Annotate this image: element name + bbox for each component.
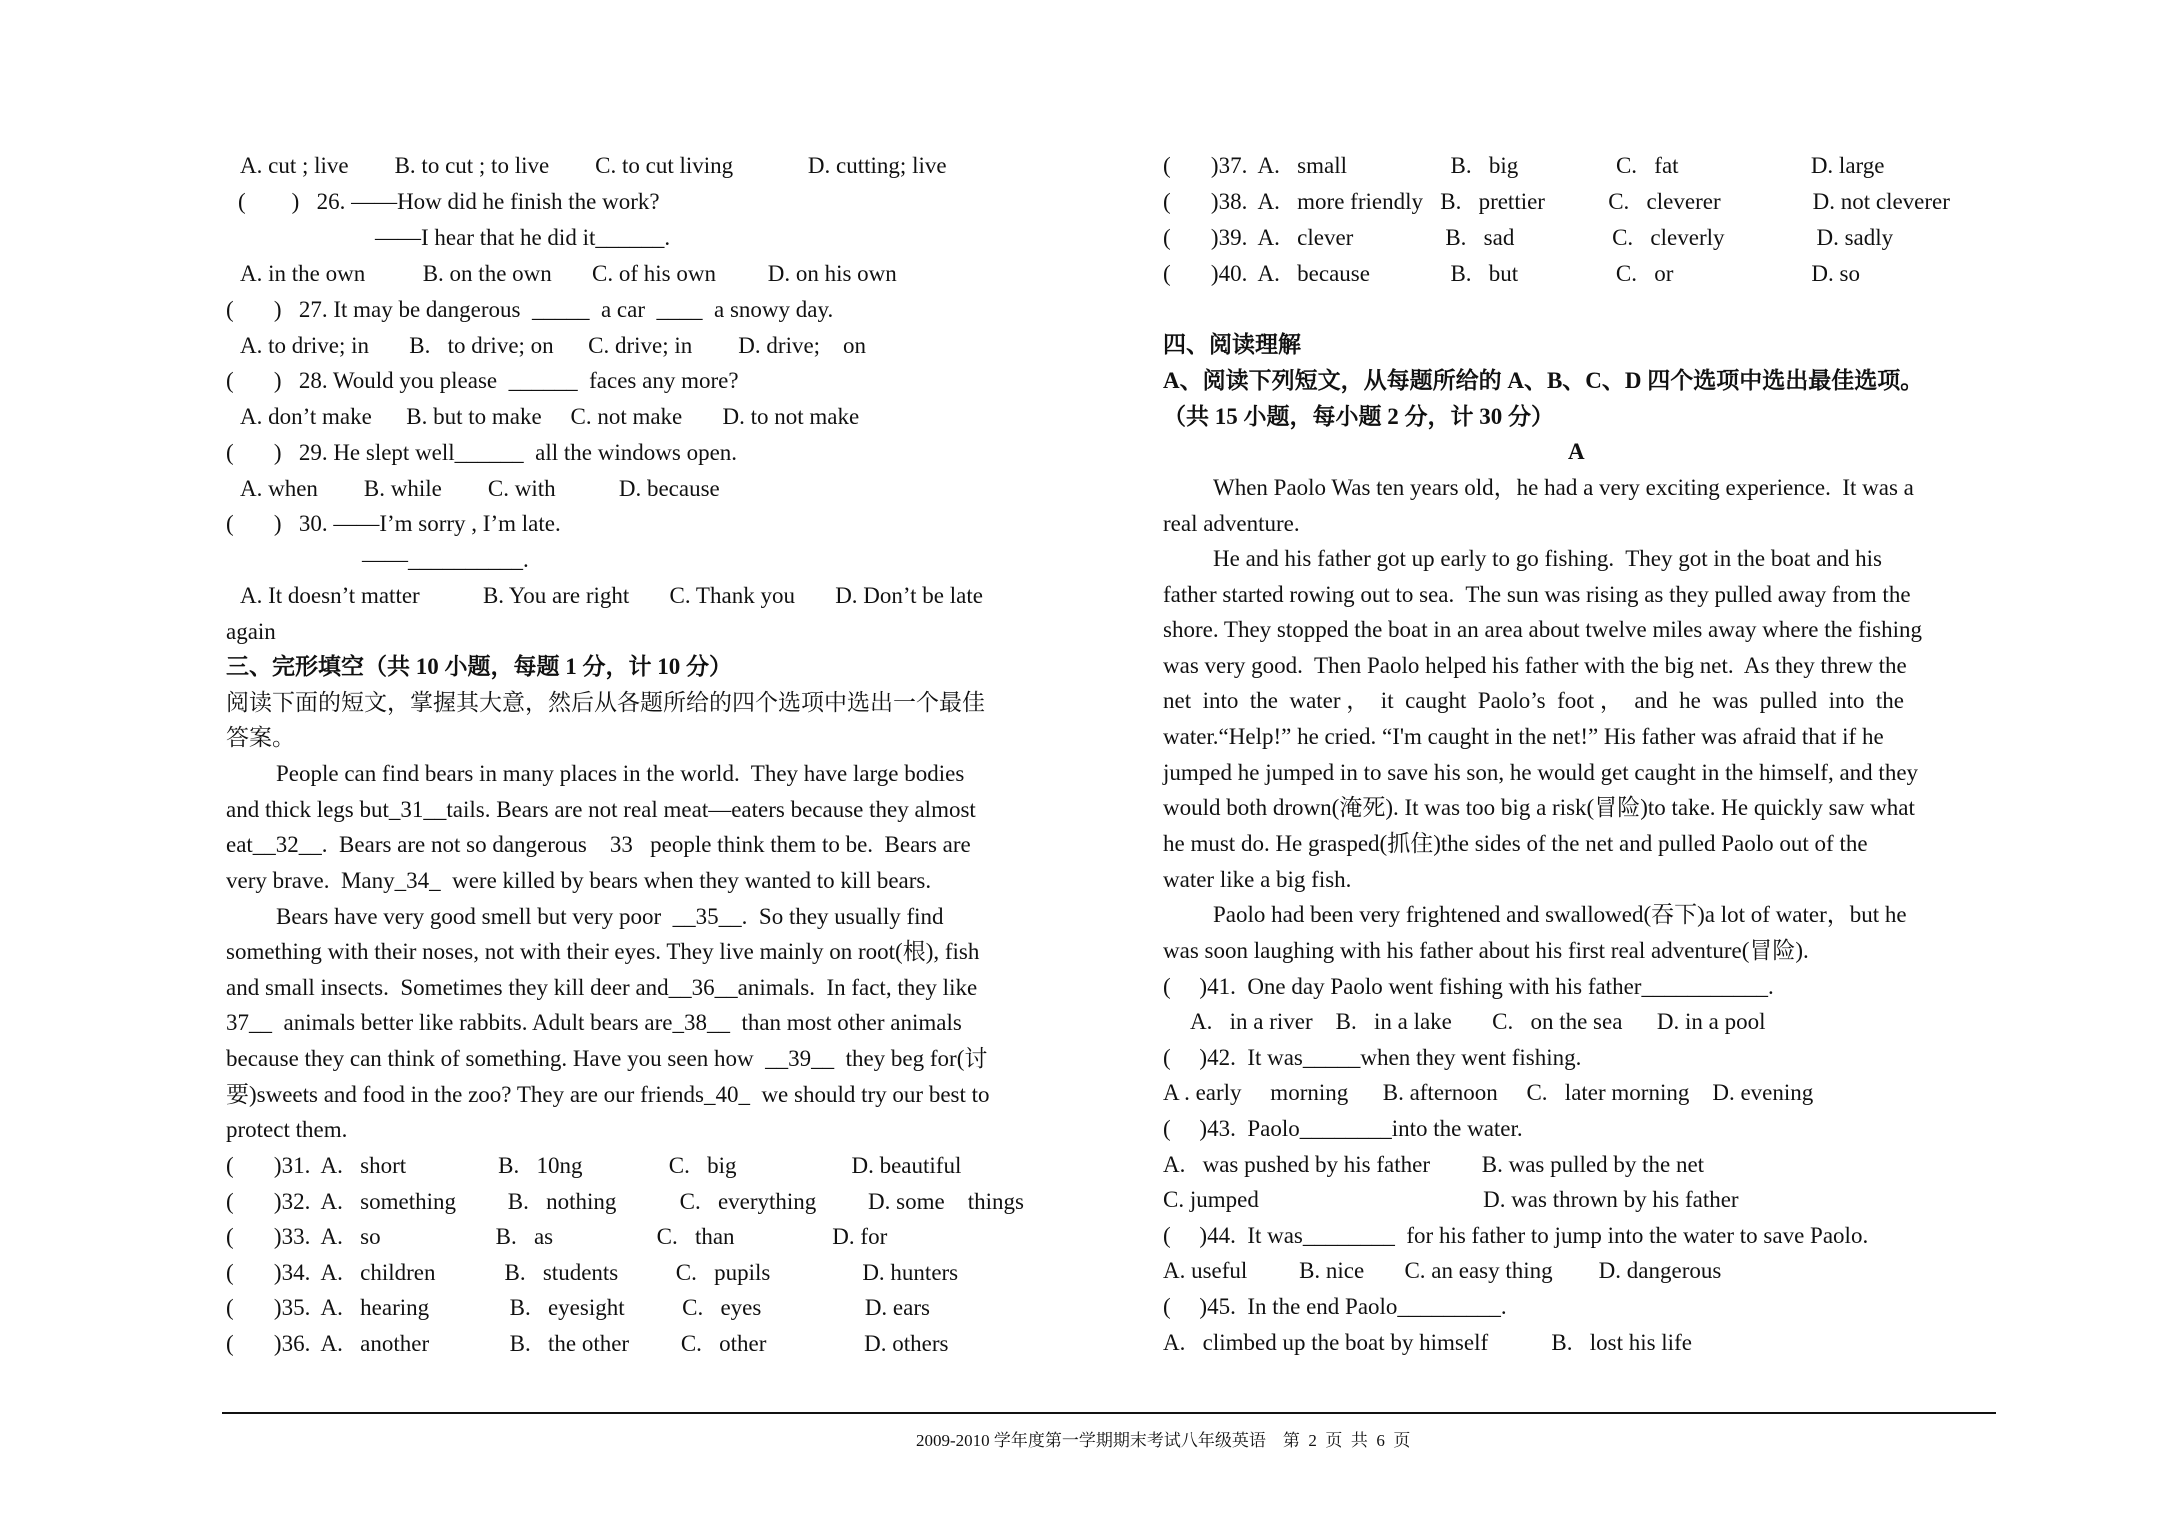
text-line: 37__ animals better like rabbits. Adult bears are_38__ than most other animals (226, 1010, 962, 1035)
text-line: net into the water ， it caught Paolo’s foot ， and he was pulled into the (1163, 688, 1904, 713)
text-line: 答案。 (226, 725, 295, 750)
text-line: People can find bears in many places in the world. They have large bodies (276, 761, 965, 786)
text-line: ( )38. A. more friendly B. prettier C. cleverer D. not cleverer (1163, 189, 1950, 214)
text-line: ( ) 28. Would you please ______ faces any more? (226, 368, 739, 393)
text-line: A (1568, 439, 1585, 464)
text-line: A. was pushed by his father B. was pulled by the net (1163, 1152, 1705, 1177)
text-line: ( ) 26. ——How did he finish the work? (238, 189, 660, 214)
text-line: A. when B. while C. with D. because (240, 476, 720, 501)
text-line: 阅读下面的短文，掌握其大意，然后从各题所给的四个选项中选出一个最佳 (226, 690, 985, 715)
text-line: A、阅读下列短文，从每题所给的 A、B、C、D 四个选项中选出最佳选项。 (1163, 368, 1924, 393)
text-line: water like a big fish. (1163, 867, 1352, 892)
text-line: He and his father got up early to go fishing. They got in the boat and his (1213, 546, 1882, 571)
text-line: again (226, 619, 276, 644)
text-line: A . early morning B. afternoon C. later morning D. evening (1163, 1080, 1814, 1105)
text-line: ——I hear that he did it______. (375, 225, 671, 250)
text-line: 四、阅读理解 (1163, 332, 1301, 357)
text-line: jumped he jumped in to save his son, he would get caught in the himself, and they (1163, 760, 1919, 785)
text-line: because they can think of something. Have you seen how __39__ they beg for(讨 (226, 1046, 988, 1071)
text-line: A. in a river B. in a lake C. on the sea D. in a pool (1190, 1009, 1766, 1034)
text-line: protect them. (226, 1117, 348, 1142)
text-line: A. to drive; in B. to drive; on C. drive; in D. drive; on (240, 333, 867, 358)
text-line: A. don’t make B. but to make C. not make D. to not make (240, 404, 860, 429)
text-line: was soon laughing with his father about his first real adventure(冒险). (1163, 938, 1809, 963)
text-line: shore. They stopped the boat in an area about twelve miles away where the fishing (1163, 617, 1922, 642)
text-line: ( )41. One day Paolo went fishing with his father___________. (1163, 974, 1774, 999)
text-line: 三、完形填空（共 10 小题，每题 1 分，计 10 分） (226, 654, 732, 679)
text-line: A. It doesn’t matter B. You are right C. Thank you D. Don’t be late (240, 583, 983, 608)
text-line: ( )37. A. small B. big C. fat D. large (1163, 153, 1885, 178)
text-line: ( ) 30. ——I’m sorry , I’m late. (226, 511, 561, 536)
text-line: ( )32. A. something B. nothing C. everything D. some things (226, 1189, 1024, 1214)
text-line: 要)sweets and food in the zoo? They are our friends_40_ we should try our best to (226, 1082, 990, 1107)
text-line: ( )42. It was_____when they went fishing. (1163, 1045, 1582, 1070)
text-line: water.“Help!” he cried. “I'm caught in the net!” His father was afraid that if he (1163, 724, 1884, 749)
text-line: eat__32__. Bears are not so dangerous 33 people think them to be. Bears are (226, 832, 971, 857)
text-line: and small insects. Sometimes they kill deer and__36__animals. In fact, they like (226, 975, 978, 1000)
text-line: When Paolo Was ten years old，he had a very exciting experience. It was a (1213, 475, 1914, 500)
text-line: ( )44. It was________ for his father to jump into the water to save Paolo. (1163, 1223, 1869, 1248)
text-line: very brave. Many_34_ were killed by bears when they wanted to kill bears. (226, 868, 932, 893)
text-line: A. in the own B. on the own C. of his own D. on his own (240, 261, 897, 286)
text-line: A. useful B. nice C. an easy thing D. dangerous (1163, 1258, 1722, 1283)
text-line: father started rowing out to sea. The sun was rising as they pulled away from the (1163, 582, 1911, 607)
text-line: ( )45. In the end Paolo_________. (1163, 1294, 1507, 1319)
text-line: ( )39. A. clever B. sad C. cleverly D. sadly (1163, 225, 1894, 250)
page-footer: 2009-2010 学年度第一学期期末考试八年级英语 第 2 页 共 6 页 (916, 1431, 1411, 1450)
text-line: C. jumped D. was thrown by his father (1163, 1187, 1739, 1212)
text-line: would both drown(淹死). It was too big a risk(冒险)to take. He quickly saw what (1163, 795, 1915, 820)
text-line: ( )36. A. another B. the other C. other D. others (226, 1331, 949, 1356)
text-line: ( )33. A. so B. as C. than D. for (226, 1224, 888, 1249)
text-line: real adventure. (1163, 511, 1300, 536)
text-line: he must do. He grasped(抓住)the sides of the net and pulled Paolo out of the (1163, 831, 1868, 856)
text-line: ——__________. (362, 547, 529, 572)
text-line: A. cut ; live B. to cut ; to live C. to cut living D. cutting; live (240, 153, 947, 178)
text-line: ( )31. A. short B. 10ng C. big D. beautiful (226, 1153, 962, 1178)
text-line: something with their noses, not with their eyes. They live mainly on root(根), fish (226, 939, 980, 964)
text-line: ( ) 27. It may be dangerous _____ a car ____ a snowy day. (226, 297, 834, 322)
text-line: （共 15 小题，每小题 2 分，计 30 分） (1163, 404, 1554, 429)
text-line: ( )35. A. hearing B. eyesight C. eyes D. ears (226, 1295, 930, 1320)
text-line: and thick legs but_31__tails. Bears are not real meat—eaters because they almost (226, 797, 976, 822)
text-line: was very good. Then Paolo helped his father with the big net. As they threw the (1163, 653, 1907, 678)
text-line: Bears have very good smell but very poor __35__. So they usually find (276, 904, 944, 929)
text-line: A. climbed up the boat by himself B. lost his life (1163, 1330, 1692, 1355)
text-line: ( )40. A. because B. but C. or D. so (1163, 261, 1860, 286)
text-line: ( )34. A. children B. students C. pupils D. hunters (226, 1260, 959, 1285)
text-line: ( ) 29. He slept well______ all the windows open. (226, 440, 738, 465)
footer-divider (222, 1412, 1996, 1414)
text-line: Paolo had been very frightened and swallowed(吞下)a lot of water，but he (1213, 902, 1907, 927)
text-line: ( )43. Paolo________into the water. (1163, 1116, 1523, 1141)
